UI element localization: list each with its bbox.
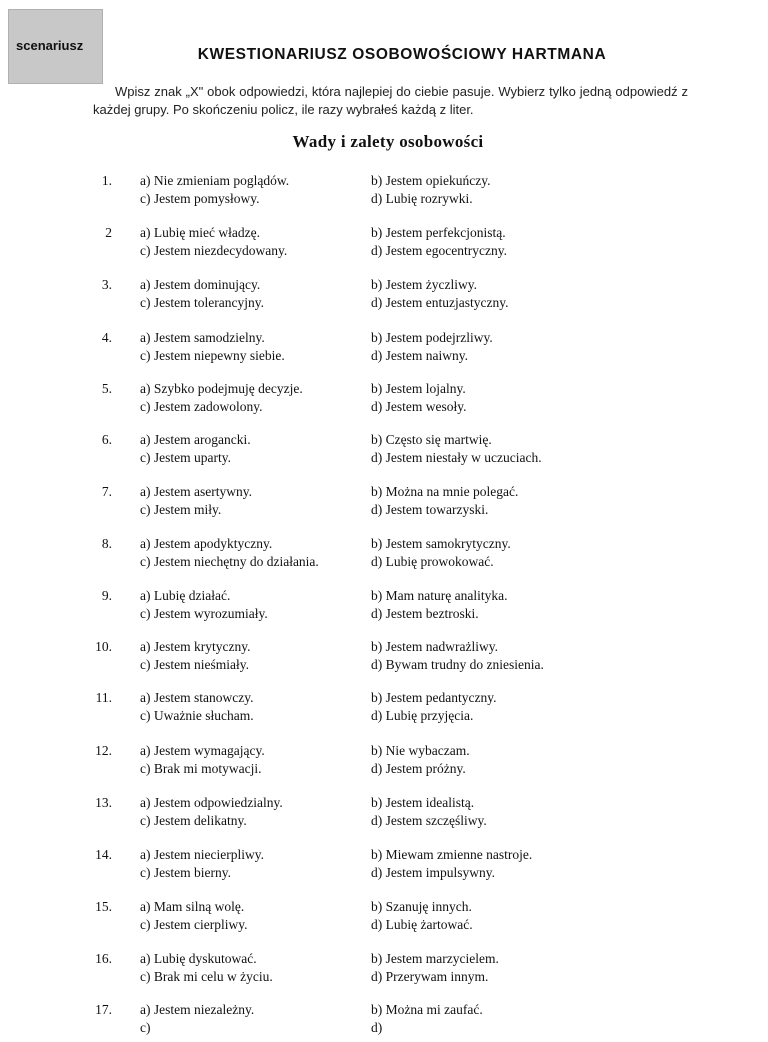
answer-option-d[interactable]: d) Jestem próżny. — [371, 761, 466, 776]
answer-option-d[interactable]: d) Jestem szczęśliwy. — [371, 813, 487, 828]
question-number: 4. — [101, 330, 112, 345]
answer-option-d[interactable]: d) Lubię prowokować. — [371, 554, 494, 569]
answer-option-c[interactable]: c) Jestem wyrozumiały. — [140, 606, 268, 621]
answer-option-c[interactable]: c) Jestem niechętny do działania. — [140, 554, 319, 569]
section-subtitle: Wady i zalety osobowości — [292, 132, 484, 151]
question-item — [0, 639, 768, 679]
question-number: 12. — [95, 743, 112, 758]
answer-option-b[interactable]: b) Często się martwię. — [371, 432, 492, 447]
answer-option-b[interactable]: b) Mam naturę analityka. — [371, 588, 508, 603]
page-title: KWESTIONARIUSZ OSOBOWOŚCIOWY HARTMANA — [197, 46, 607, 63]
answer-option-d[interactable]: d) Jestem beztroski. — [371, 606, 479, 621]
question-item — [0, 381, 768, 421]
instructions: Wpisz znak „X" obok odpowiedzi, która najlepiej do ciebie pasuje. Wybierz tylko jedną odpowiedź z każdej grupy. Po skończeniu policz, ile razy wybrałeś każdą z liter. — [93, 84, 688, 117]
answer-option-d[interactable]: d) Lubię rozrywki. — [371, 191, 473, 206]
answer-option-c[interactable]: c) Jestem miły. — [140, 502, 222, 517]
answer-option-b[interactable]: b) Jestem życzliwy. — [371, 277, 477, 292]
answer-option-c[interactable]: c) Jestem niepewny siebie. — [140, 348, 285, 363]
answer-option-a[interactable]: a) Jestem apodyktyczny. — [140, 536, 273, 551]
answer-option-b[interactable]: b) Jestem idealistą. — [371, 795, 475, 810]
question-number: 1. — [101, 173, 112, 188]
answer-option-d[interactable]: d) Jestem wesoły. — [371, 399, 467, 414]
answer-option-d[interactable]: d) Lubię żartować. — [371, 917, 473, 932]
answer-option-c[interactable]: c) Jestem bierny. — [140, 865, 231, 880]
answer-option-d[interactable]: d) Jestem entuzjastyczny. — [371, 295, 509, 310]
answer-option-c[interactable]: c) Jestem cierpliwy. — [140, 917, 248, 932]
answer-option-b[interactable]: b) Szanuję innych. — [371, 899, 472, 914]
question-number: 8. — [101, 536, 112, 551]
answer-option-a[interactable]: a) Jestem stanowczy. — [140, 690, 254, 705]
answer-option-c[interactable]: c) Jestem zadowolony. — [140, 399, 263, 414]
answer-option-d[interactable]: d) — [371, 1020, 383, 1035]
question-number: 2 — [105, 225, 112, 240]
answer-option-a[interactable]: a) Jestem arogancki. — [140, 432, 251, 447]
answer-option-d[interactable]: d) Lubię przyjęcia. — [371, 708, 474, 723]
question-number: 5. — [101, 381, 112, 396]
question-item — [0, 484, 768, 524]
answer-option-b[interactable]: b) Jestem pedantyczny. — [371, 690, 497, 705]
question-item — [0, 951, 768, 991]
question-item — [0, 1002, 768, 1042]
question-number: 14. — [95, 847, 112, 862]
answer-option-d[interactable]: d) Przerywam innym. — [371, 969, 489, 984]
answer-option-a[interactable]: a) Jestem niezależny. — [140, 1002, 255, 1017]
question-item — [0, 795, 768, 835]
question-number: 16. — [95, 951, 112, 966]
answer-option-c[interactable]: c) Jestem uparty. — [140, 450, 231, 465]
answer-option-d[interactable]: d) Jestem towarzyski. — [371, 502, 489, 517]
answer-option-b[interactable]: b) Jestem podejrzliwy. — [371, 330, 493, 345]
answer-option-a[interactable]: a) Jestem wymagający. — [140, 743, 265, 758]
answer-option-c[interactable]: c) Uważnie słucham. — [140, 708, 254, 723]
question-number: 10. — [95, 639, 112, 654]
answer-option-a[interactable]: a) Jestem asertywny. — [140, 484, 252, 499]
answer-option-a[interactable]: a) Jestem samodzielny. — [140, 330, 265, 345]
question-item — [0, 432, 768, 472]
answer-option-d[interactable]: d) Jestem naiwny. — [371, 348, 468, 363]
question-item — [0, 330, 768, 370]
question-item — [0, 277, 768, 317]
answer-option-c[interactable]: c) Jestem tolerancyjny. — [140, 295, 264, 310]
question-item — [0, 743, 768, 783]
answer-option-c[interactable]: c) — [140, 1020, 151, 1035]
question-item — [0, 173, 768, 213]
answer-option-c[interactable]: c) Jestem nieśmiały. — [140, 657, 249, 672]
answer-option-d[interactable]: d) Jestem niestały w uczuciach. — [371, 450, 542, 465]
answer-option-c[interactable]: c) Brak mi celu w życiu. — [140, 969, 273, 984]
question-item — [0, 690, 768, 730]
question-number: 7. — [101, 484, 112, 499]
answer-option-a[interactable]: a) Jestem odpowiedzialny. — [140, 795, 283, 810]
answer-option-a[interactable]: a) Jestem krytyczny. — [140, 639, 251, 654]
answer-option-c[interactable]: c) Jestem niezdecydowany. — [140, 243, 288, 258]
answer-option-b[interactable]: b) Jestem perfekcjonistą. — [371, 225, 506, 240]
question-number: 9. — [101, 588, 112, 603]
answer-option-c[interactable]: c) Brak mi motywacji. — [140, 761, 262, 776]
question-number: 13. — [95, 795, 112, 810]
question-item — [0, 225, 768, 265]
answer-option-b[interactable]: b) Jestem lojalny. — [371, 381, 466, 396]
answer-option-a[interactable]: a) Lubię działać. — [140, 588, 231, 603]
question-item — [0, 536, 768, 576]
question-item — [0, 588, 768, 628]
answer-option-d[interactable]: d) Jestem impulsywny. — [371, 865, 495, 880]
answer-option-a[interactable]: a) Jestem niecierpliwy. — [140, 847, 264, 862]
answer-option-b[interactable]: b) Można na mnie polegać. — [371, 484, 519, 499]
answer-option-b[interactable]: b) Można mi zaufać. — [371, 1002, 483, 1017]
answer-option-c[interactable]: c) Jestem pomysłowy. — [140, 191, 260, 206]
question-number: 3. — [101, 277, 112, 292]
answer-option-a[interactable]: a) Jestem dominujący. — [140, 277, 261, 292]
question-number: 17. — [95, 1002, 112, 1017]
answer-option-d[interactable]: d) Bywam trudny do zniesienia. — [371, 657, 544, 672]
answer-option-b[interactable]: b) Miewam zmienne nastroje. — [371, 847, 533, 862]
answer-option-d[interactable]: d) Jestem egocentryczny. — [371, 243, 507, 258]
answer-option-b[interactable]: b) Jestem samokrytyczny. — [371, 536, 511, 551]
question-number: 15. — [95, 899, 112, 914]
question-number: 6. — [101, 432, 112, 447]
answer-option-b[interactable]: b) Nie wybaczam. — [371, 743, 470, 758]
scenario-badge-label: scenariusz — [16, 38, 84, 53]
answer-option-a[interactable]: a) Szybko podejmuję decyzje. — [140, 381, 303, 396]
answer-option-a[interactable]: a) Mam silną wolę. — [140, 899, 245, 914]
answer-option-b[interactable]: b) Jestem opiekuńczy. — [371, 173, 491, 188]
answer-option-a[interactable]: a) Nie zmieniam poglądów. — [140, 173, 290, 188]
answer-option-a[interactable]: a) Lubię mieć władzę. — [140, 225, 260, 240]
answer-option-b[interactable]: b) Jestem marzycielem. — [371, 951, 499, 966]
question-item — [0, 847, 768, 887]
answer-option-c[interactable]: c) Jestem delikatny. — [140, 813, 247, 828]
question-number: 11. — [95, 690, 112, 705]
answer-option-b[interactable]: b) Jestem nadwrażliwy. — [371, 639, 498, 654]
question-item — [0, 899, 768, 939]
answer-option-a[interactable]: a) Lubię dyskutować. — [140, 951, 257, 966]
